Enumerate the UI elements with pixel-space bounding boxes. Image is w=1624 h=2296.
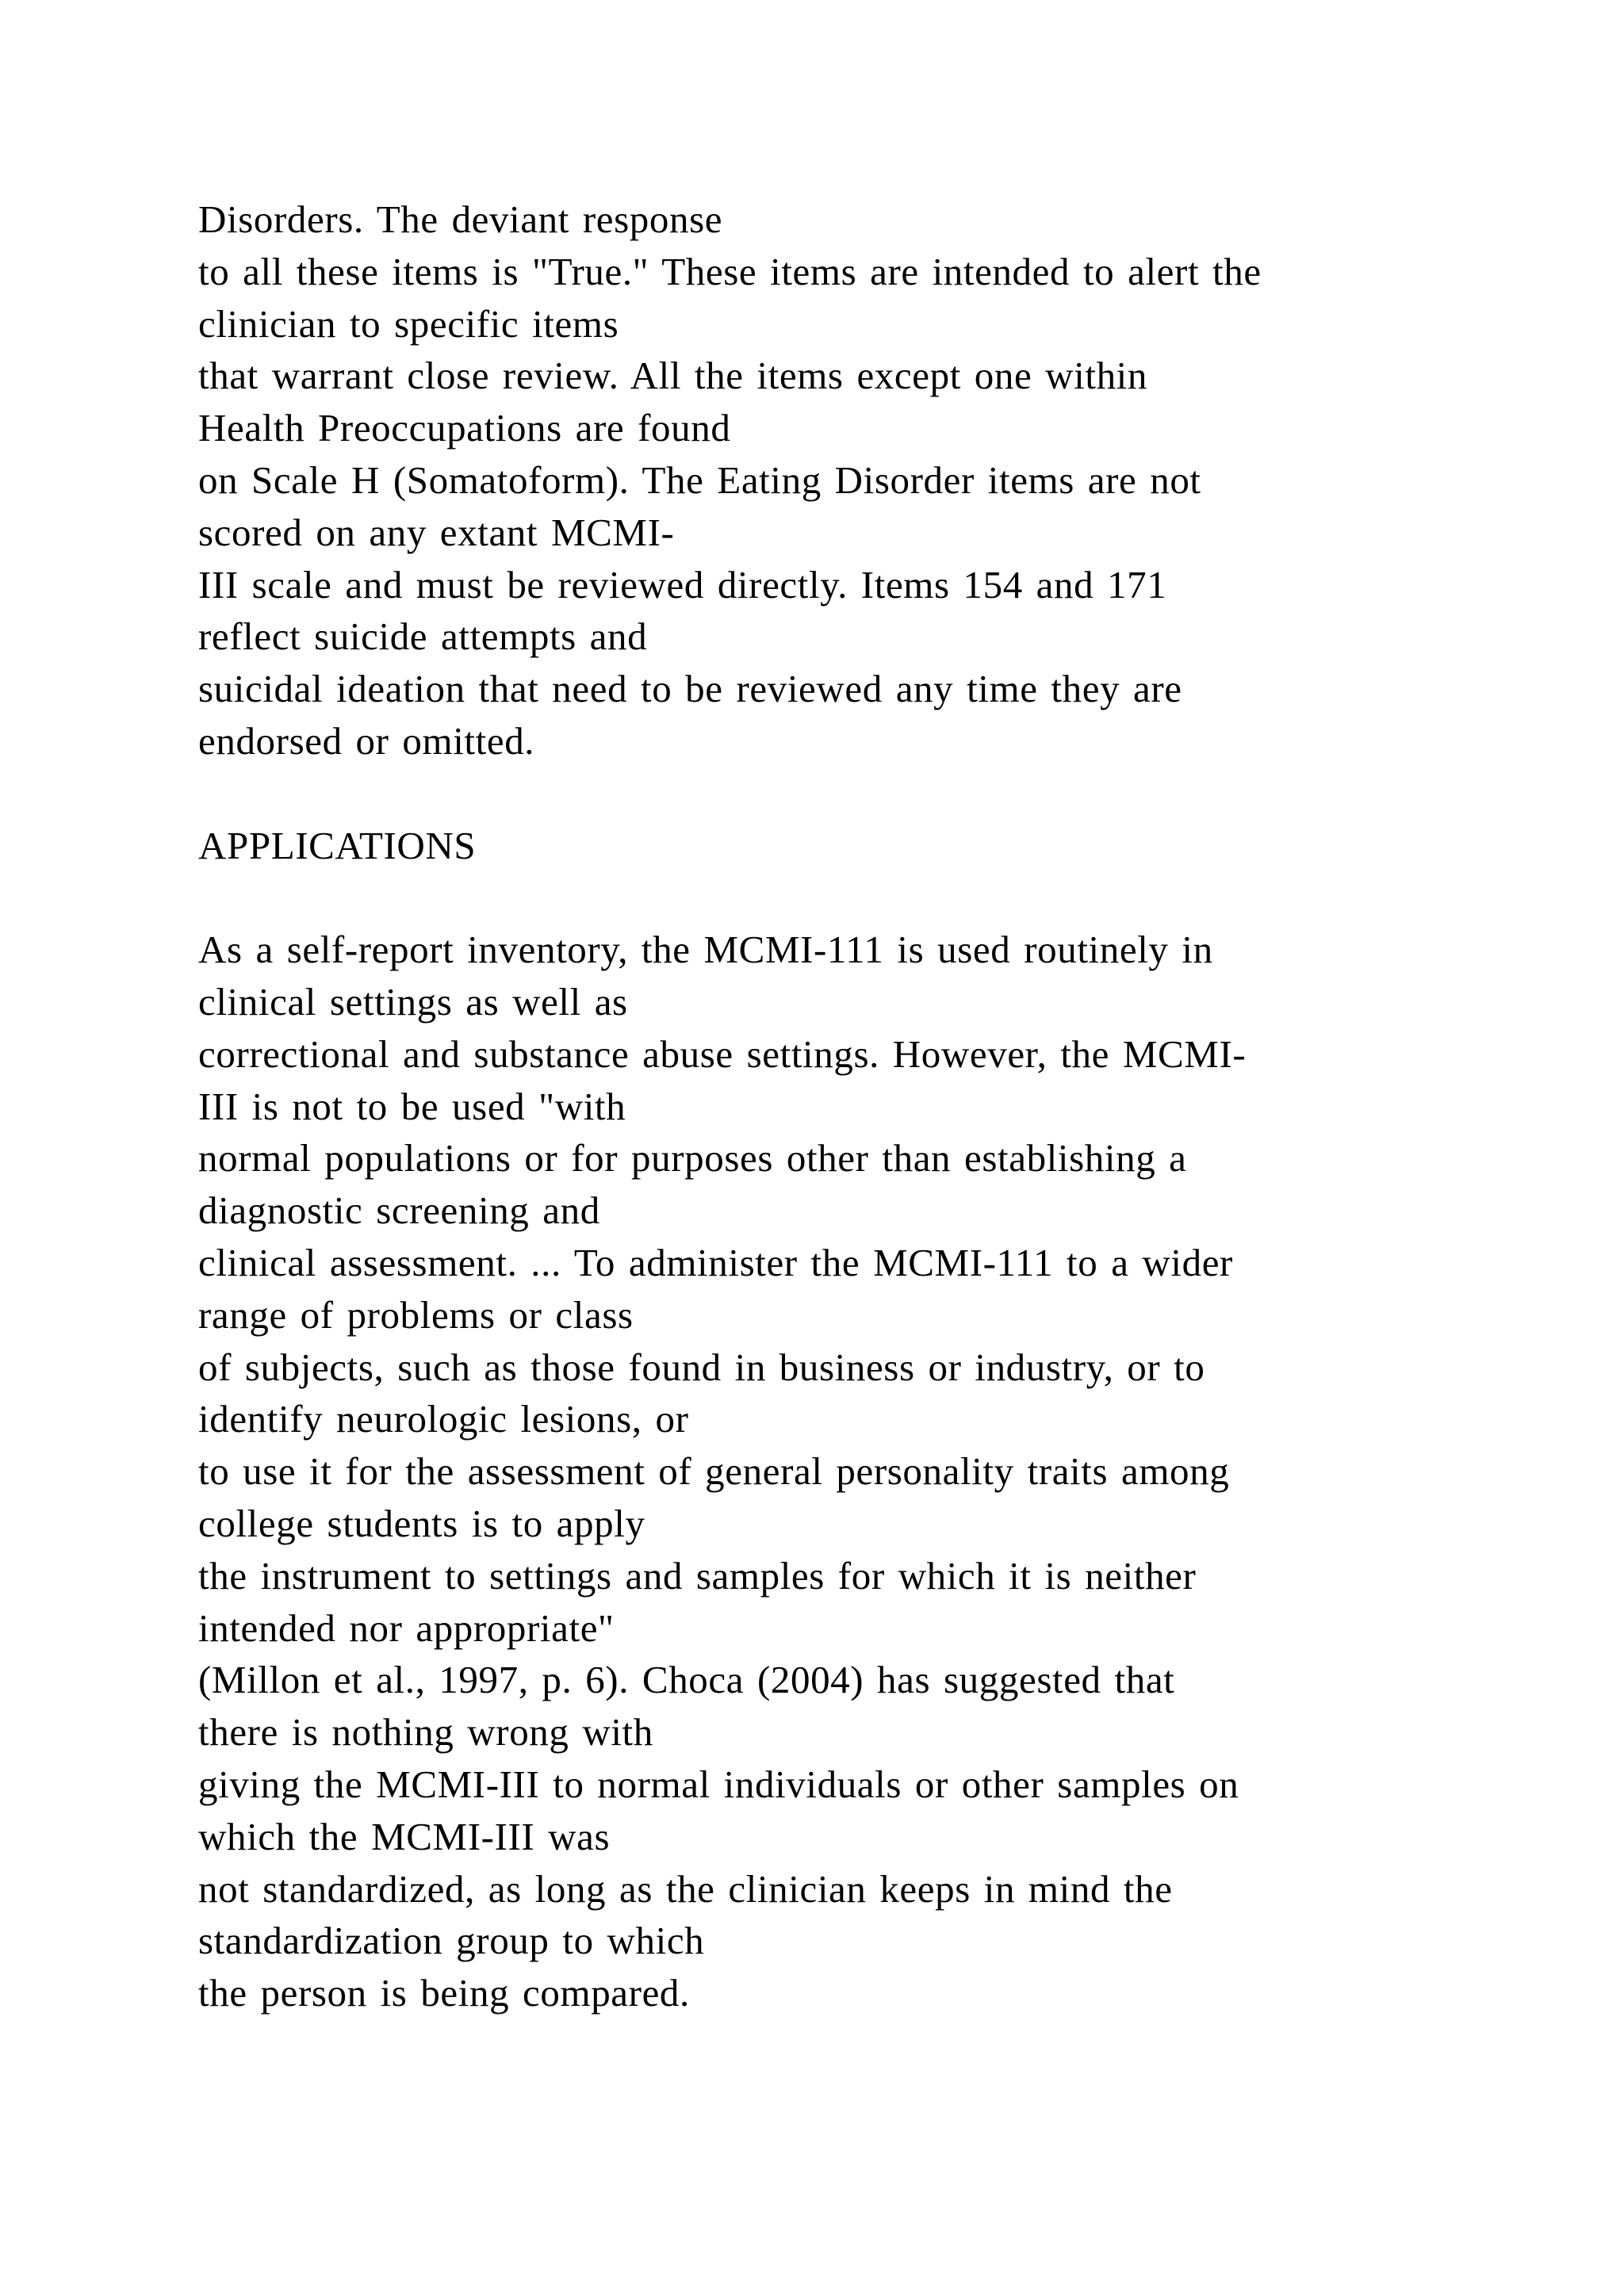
text-line: correctional and substance abuse settings. However, the MCMI- (198, 1031, 1247, 1076)
paragraph-spacer (198, 871, 1507, 924)
paragraph-disorders (198, 193, 1507, 767)
text-line: intended nor appropriate" (198, 1605, 615, 1650)
paragraph-spacer (198, 767, 1507, 820)
text-line: As a self-report inventory, the MCMI-111 is used routinely in (198, 928, 1213, 972)
text-line: identify neurologic lesions, or (198, 1397, 689, 1441)
text-line: standardization group to which (198, 1919, 705, 1963)
text-line: to all these items is "True." These items are intended to alert the (198, 249, 1262, 293)
paragraph-applications (198, 924, 1507, 2019)
section-heading-applications: APPLICATIONS (198, 823, 477, 867)
text-line: giving the MCMI-III to normal individuals or other samples on (198, 1762, 1239, 1806)
document-body (198, 193, 1507, 2019)
text-line: scored on any extant MCMI- (198, 510, 675, 554)
text-line: diagnostic screening and (198, 1188, 600, 1233)
text-line: clinician to specific items (198, 301, 619, 346)
text-line: to use it for the assessment of general personality traits among (198, 1449, 1230, 1494)
text-line: clinical settings as well as (198, 979, 628, 1024)
text-line: the person is being compared. (198, 1971, 690, 2015)
text-line: that warrant close review. All the items except one within (198, 354, 1147, 398)
text-line: Disorders. The deviant response (198, 197, 723, 241)
text-line: reflect suicide attempts and (198, 614, 648, 659)
text-line: there is nothing wrong with (198, 1710, 653, 1755)
text-line: which the MCMI-III was (198, 1814, 611, 1858)
text-line: the instrument to settings and samples for which it is neither (198, 1553, 1197, 1598)
text-line: clinical assessment. ... To administer the MCMI-111 to a wider (198, 1240, 1233, 1284)
text-line: III is not to be used "with (198, 1084, 626, 1128)
text-line: range of problems or class (198, 1292, 634, 1337)
text-line: on Scale H (Somatoform). The Eating Disorder items are not (198, 457, 1201, 502)
text-line: endorsed or omitted. (198, 718, 535, 763)
text-line: college students is to apply (198, 1501, 645, 1545)
text-line: suicidal ideation that need to be reviewed any time they are (198, 667, 1182, 711)
text-line: normal populations or for purposes other than establishing a (198, 1136, 1187, 1181)
text-line: (Millon et al., 1997, p. 6). Choca (2004) has suggested that (198, 1658, 1175, 1702)
text-line: of subjects, such as those found in business or industry, or to (198, 1345, 1205, 1389)
text-line: Health Preoccupations are found (198, 406, 731, 450)
text-line: not standardized, as long as the clinician keeps in mind the (198, 1866, 1173, 1911)
text-line: III scale and must be reviewed directly. Items 154 and 171 (198, 562, 1167, 607)
